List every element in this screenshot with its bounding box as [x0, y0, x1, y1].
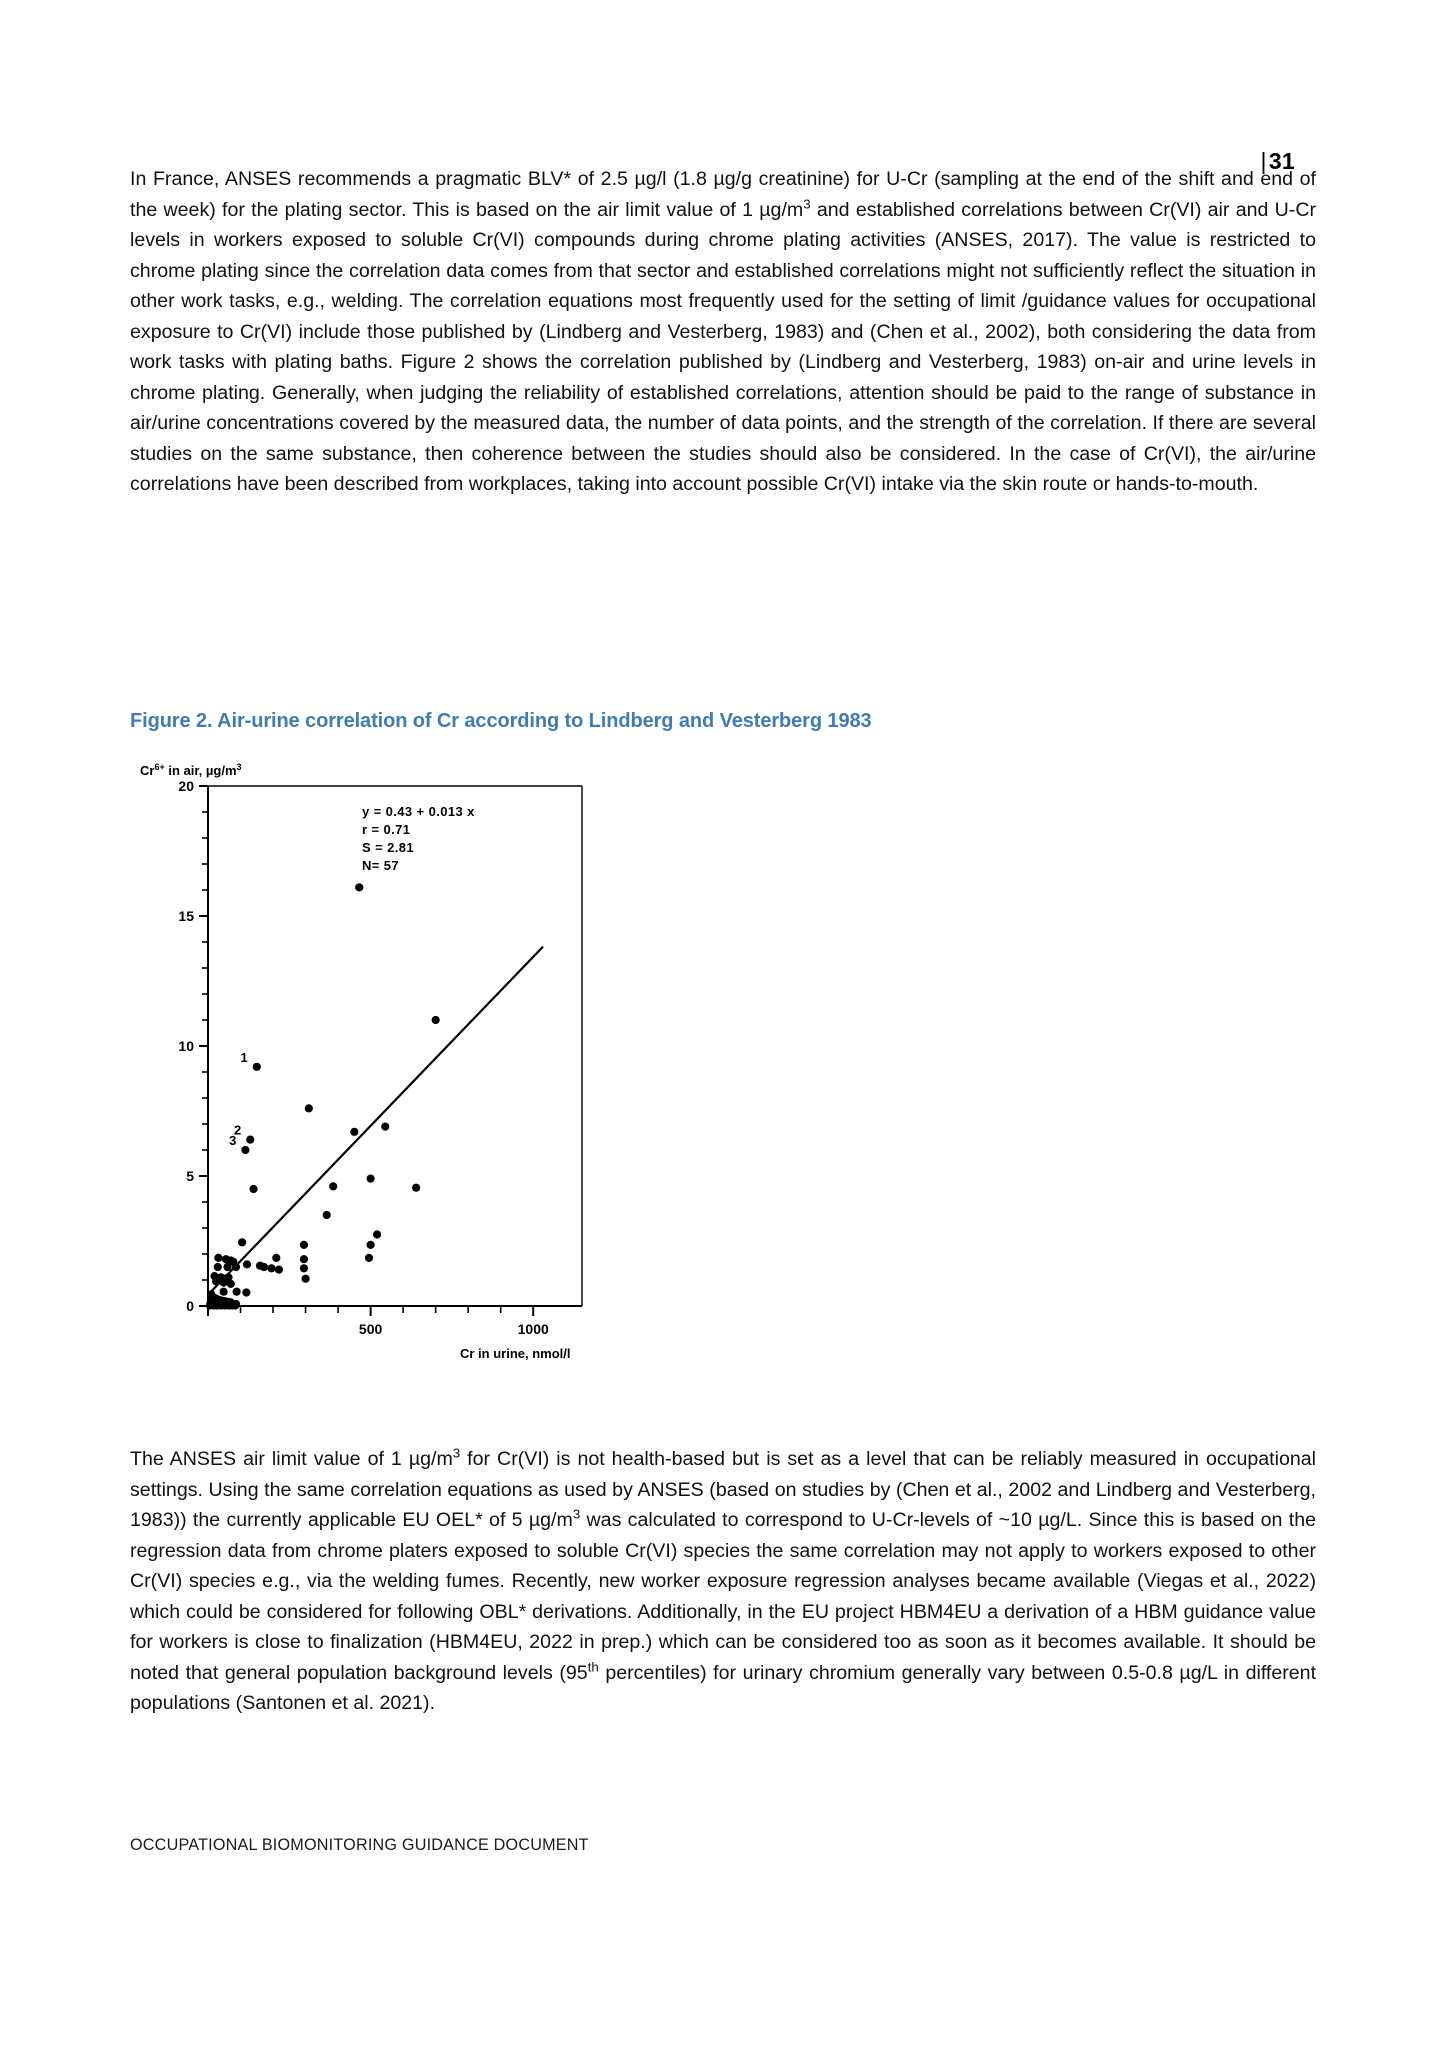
data-point	[241, 1146, 249, 1154]
data-point	[227, 1280, 235, 1288]
data-point	[300, 1255, 308, 1263]
data-point	[260, 1263, 268, 1271]
data-point	[275, 1266, 283, 1274]
data-point	[246, 1136, 254, 1144]
data-point	[253, 1063, 261, 1071]
data-point	[267, 1264, 275, 1272]
data-point	[212, 1277, 220, 1285]
x-axis-label: Cr in urine, nmol/l	[460, 1346, 571, 1361]
data-point	[243, 1260, 251, 1268]
data-point	[381, 1123, 389, 1131]
scatter-plot-svg	[130, 758, 600, 1378]
data-point	[242, 1288, 250, 1296]
regression-annotation	[362, 804, 475, 873]
data-point	[355, 883, 363, 891]
data-point	[223, 1263, 231, 1271]
point-index-labels	[229, 1050, 248, 1148]
data-point	[373, 1230, 381, 1238]
data-point	[323, 1211, 331, 1219]
annotation-line: y = 0.43 + 0.013 x	[362, 804, 475, 819]
document-footer: OCCUPATIONAL BIOMONITORING GUIDANCE DOCUMENT	[130, 1836, 589, 1854]
data-point	[214, 1254, 222, 1262]
data-point	[300, 1241, 308, 1249]
annotation-line: N= 57	[362, 858, 400, 873]
data-point	[367, 1175, 375, 1183]
data-point	[329, 1182, 337, 1190]
page-number-separator: |	[1260, 148, 1267, 174]
regression-line	[208, 947, 543, 1295]
y-tick-label: 0	[186, 1298, 194, 1314]
x-tick-label: 500	[358, 1321, 383, 1337]
x-tick-label: 1000	[517, 1321, 549, 1337]
data-point	[305, 1104, 313, 1112]
data-point	[350, 1128, 358, 1136]
point-label: 2	[234, 1122, 242, 1138]
point-label: 1	[240, 1049, 248, 1065]
data-point	[232, 1263, 240, 1271]
y-tick-label: 15	[178, 908, 194, 924]
data-point	[301, 1275, 309, 1283]
figure-caption: Figure 2. Air-urine correlation of Cr according to Lindberg and Vesterberg 1983	[130, 710, 872, 732]
data-point	[365, 1254, 373, 1262]
outro-paragraph: The ANSES air limit value of 1 $\mu g/m^3$ for Cr(VI) is not health-based but is set as a level that can be reliably measured in occupational settings. Using the same correlation equations as used by ANSES (based on studies by (Chen et al., 2002 and Lindberg and Vesterberg, 1983)) the currently applicable EU OEL* of 5 $\mu g/m^3$ was calculated to correspond to U-Cr-levels of ~10 µg/L. Since this is based on the regression data from chrome platers exposed to soluble Cr(VI) species the same correlation may not apply to workers exposed to other Cr(VI) species e.g., via the welding fumes. Recently, new worker exposure regression analyses became available (Viegas et al., 2022) which could be considered for following OBL* derivations. Additionally, in the EU project HBM4EU a derivation of a HBM guidance value for workers is close to finalization (HBM4EU, 2022 in prep.) which can be considered too as soon as it becomes available. It should be noted that general population background levels (95th percentiles) for urinary chromium generally vary between 0.5-0.8 µg/L in different populations (Santonen et al. 2021).	[130, 1445, 1317, 1714]
point-label: 3	[229, 1133, 237, 1148]
data-point	[300, 1264, 308, 1272]
y-tick-label: 10	[178, 1038, 194, 1054]
data-point	[231, 1301, 239, 1309]
y-tick-label: 5	[186, 1168, 194, 1184]
annotation-line: S = 2.81	[362, 840, 414, 855]
annotation-line: r = 0.71	[362, 822, 411, 837]
data-point	[238, 1238, 246, 1246]
data-point	[249, 1185, 257, 1193]
data-point	[432, 1016, 440, 1024]
y-tick-label: 20	[178, 778, 194, 794]
data-point	[220, 1288, 228, 1296]
page-number-value: 31	[1268, 148, 1295, 174]
data-point	[214, 1263, 222, 1271]
figure-2-chart	[130, 758, 600, 1378]
data-point	[220, 1279, 228, 1287]
data-point	[367, 1241, 375, 1249]
data-point	[412, 1184, 420, 1192]
data-points-group	[206, 883, 440, 1309]
y-axis-label: $Cr^{6+}$ in air, $\mu g/m^3$	[140, 762, 242, 778]
data-point	[272, 1254, 280, 1262]
intro-paragraph: In France, ANSES recommends a pragmatic BLV* of 2.5 µg/l (1.8 µg/g creatinine) for U-Cr (sampling at the end of the shift and end of the week) for the plating sector. This is based on the air limit value of 1 $\mu g/m^3$ and established correlations between Cr(VI) air and U-Cr levels in workers exposed to soluble Cr(VI) compounds during chrome plating activities (ANSES, 2017). The value is restricted to chrome plating since the correlation data comes from that sector and established correlations might not sufficiently reflect the situation in other work tasks, e.g., welding. The correlation equations most frequently used for the setting of limit /guidance values for occupational exposure to Cr(VI) include those published by (Lindberg and Vesterberg, 1983) and (Chen et al., 2002), both considering the data from work tasks with plating baths. Figure 2 shows the correlation published by (Lindberg and Vesterberg, 1983) on-air and urine levels in chrome plating. Generally, when judging the reliability of established correlations, attention should be paid to the range of substance in air/urine concentrations covered by the measured data, the number of data points, and the strength of the correlation. If there are several studies on the same substance, then coherence between the studies should also be considered. In the case of Cr(VI), the air/urine correlations have been described from workplaces, taking into account possible Cr(VI) intake via the skin route or hands-to-mouth.	[130, 168, 1316, 495]
data-point	[233, 1288, 241, 1296]
